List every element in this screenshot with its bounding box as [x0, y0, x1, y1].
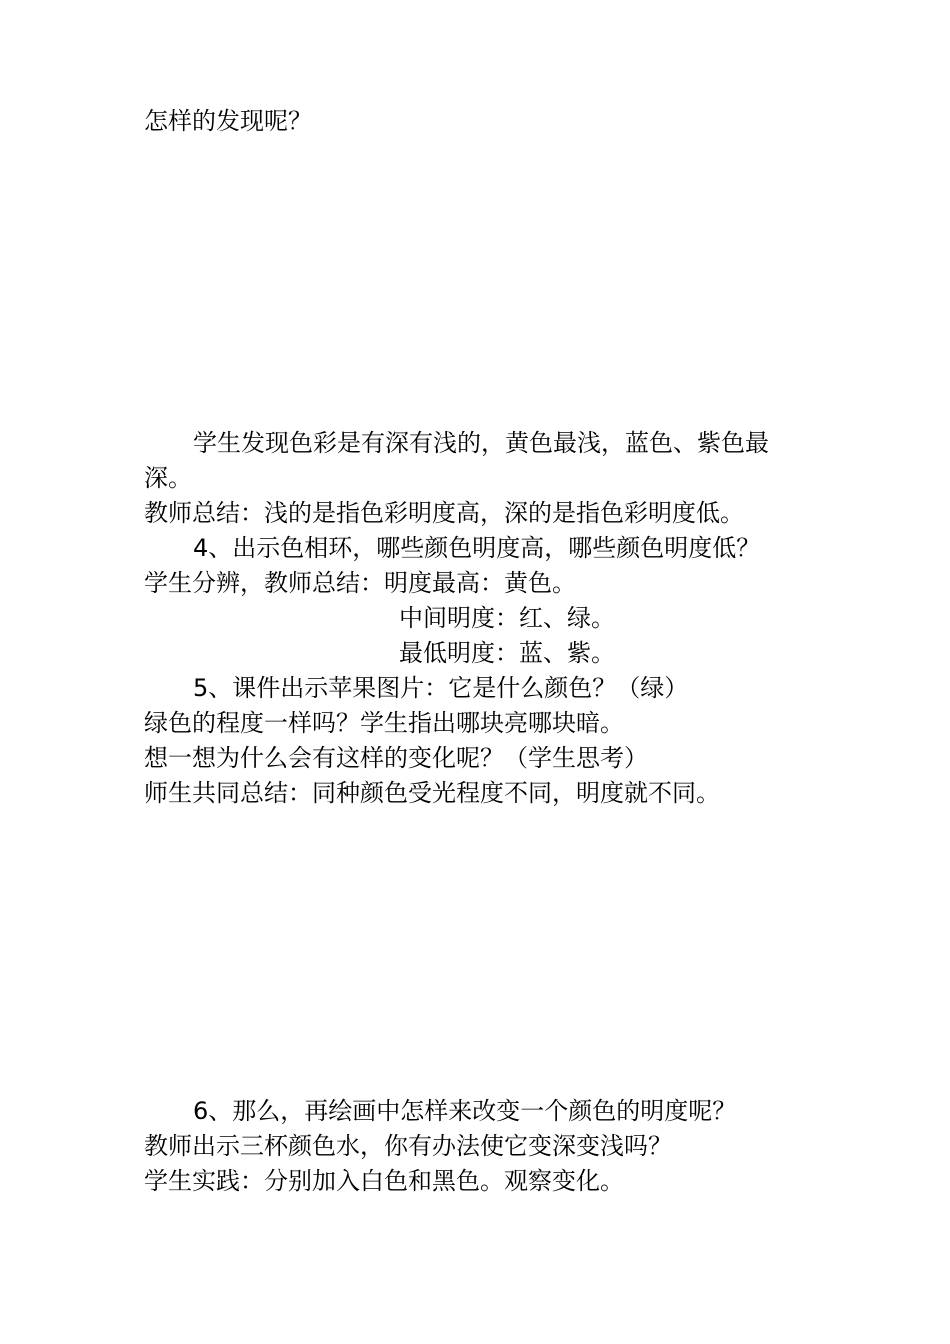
- text-line-continuation: 怎样的发现呢？: [144, 107, 312, 135]
- text-line-highest-brightness: 学生分辨，教师总结：明度最高：黄色。: [144, 569, 576, 597]
- text-line-joint-summary: 师生共同总结：同种颜色受光程度不同，明度就不同。: [144, 779, 720, 807]
- text-line-step-4: 4、出示色相环，哪些颜色明度高，哪些颜色明度低？: [193, 534, 761, 562]
- text-line-green-question: 绿色的程度一样吗？学生指出哪块亮哪块暗。: [144, 709, 624, 737]
- text-line-color-water: 教师出示三杯颜色水，你有办法使它变深变浅吗？: [144, 1132, 672, 1160]
- text-line-think-question: 想一想为什么会有这样的变化呢？（学生思考）: [144, 744, 648, 772]
- text-line-middle-brightness: 中间明度：红、绿。: [399, 604, 615, 632]
- text-line-step-5: 5、课件出示苹果图片：它是什么颜色？（绿）: [193, 674, 689, 702]
- text-line-student-finding: 学生发现色彩是有深有浅的，黄色最浅，蓝色、紫色最: [193, 429, 769, 457]
- text-line-step-6: 6、那么，再绘画中怎样来改变一个颜色的明度呢？: [193, 1097, 737, 1125]
- text-line-teacher-summary: 教师总结：浅的是指色彩明度高，深的是指色彩明度低。: [144, 499, 744, 527]
- text-line-student-finding-end: 深。: [144, 464, 192, 492]
- text-line-lowest-brightness: 最低明度：蓝、紫。: [399, 639, 615, 667]
- text-line-student-practice: 学生实践：分别加入白色和黑色。观察变化。: [144, 1167, 624, 1195]
